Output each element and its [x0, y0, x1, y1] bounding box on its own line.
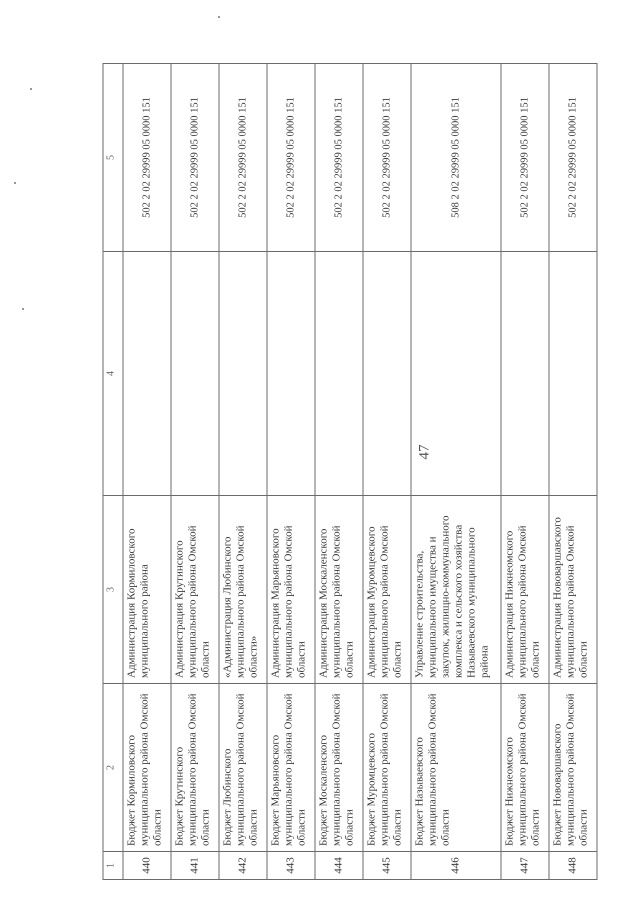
column-4-cell: [501, 252, 549, 496]
budget-code: 502 2 02 29999 05 0000 151: [171, 64, 219, 252]
budget-code: 502 2 02 29999 05 0000 151: [501, 64, 549, 252]
column-4-cell: [123, 252, 171, 496]
scan-speck: [22, 308, 24, 310]
budget-code: 502 2 02 29999 05 0000 151: [219, 64, 267, 252]
budget-name: Бюджет Любинского муниципального района Омской области: [219, 684, 267, 852]
administrator-name: Администрация Москаленского муниципального района Омской области: [315, 496, 363, 684]
row-number: 445: [363, 852, 411, 880]
column-4-cell: [315, 252, 363, 496]
table-row: [315, 64, 363, 880]
table-row: [267, 64, 315, 880]
row-number: 448: [549, 852, 597, 880]
column-header-3: 3: [103, 496, 123, 684]
column-header-2: 2: [103, 684, 123, 852]
column-header-1: 1: [103, 852, 123, 880]
row-number: 444: [315, 852, 363, 880]
administrator-name: «Администрация Любинского муниципального района Омской области»: [219, 496, 267, 684]
column-header-4: 4: [103, 252, 123, 496]
scan-speck: [14, 182, 16, 184]
column-4-cell: [267, 252, 315, 496]
administrator-name: Администрация Нижнеомского муниципального района Омской области: [501, 496, 549, 684]
budget-code: 508 2 02 29999 05 0000 151: [411, 64, 501, 252]
table-row: [219, 64, 267, 880]
administrator-name: Администрация Крутинского муниципального района Омской области: [171, 496, 219, 684]
table-row: [411, 64, 501, 880]
row-number: 446: [411, 852, 501, 880]
budget-name: Бюджет Называевского муниципального района Омской области: [411, 684, 501, 852]
budget-name: Бюджет Нижнеомского муниципального района Омской области: [501, 684, 549, 852]
budget-name: Бюджет Муромцевского муниципального района Омской области: [363, 684, 411, 852]
scan-speck: [30, 88, 32, 90]
administrator-name: Администрация Муромцевского муниципального района Омской области: [363, 496, 411, 684]
row-number: 443: [267, 852, 315, 880]
column-4-cell: [363, 252, 411, 496]
row-number: 442: [219, 852, 267, 880]
column-4-cell: [219, 252, 267, 496]
row-number: 441: [171, 852, 219, 880]
budget-table: [103, 63, 598, 880]
column-4-cell: [171, 252, 219, 496]
budget-name: Бюджет Нововаршавского муниципального района Омской области: [549, 684, 597, 852]
budget-table-rotated: [103, 64, 598, 880]
page-number: 47: [416, 444, 433, 460]
budget-code: 502 2 02 29999 05 0000 151: [315, 64, 363, 252]
row-number: 440: [123, 852, 171, 880]
budget-name: Бюджет Марьяновского муниципального района Омской области: [267, 684, 315, 852]
administrator-name: Администрация Кормиловского муниципального района: [123, 496, 171, 684]
budget-name: Бюджет Кормиловского муниципального района Омской области: [123, 684, 171, 852]
row-number: 447: [501, 852, 549, 880]
column-header-5: 5: [103, 64, 123, 252]
administrator-name: Управление строительства, муниципального имущества и закупок, жилищно-коммунального комплекса и сельского хозяйства Называевского муниципального района: [411, 496, 501, 684]
administrator-name: Администрация Нововаршавского муниципального района Омской области: [549, 496, 597, 684]
table-row: [171, 64, 219, 880]
column-4-cell: [549, 252, 597, 496]
budget-name: Бюджет Москаленского муниципального района Омской области: [315, 684, 363, 852]
budget-code: 502 2 02 29999 05 0000 151: [267, 64, 315, 252]
table-header-row: [103, 64, 123, 880]
column-4-cell: [411, 252, 501, 496]
budget-code: 502 2 02 29999 05 0000 151: [123, 64, 171, 252]
table-row: [501, 64, 549, 880]
budget-name: Бюджет Крутинского муниципального района Омской области: [171, 684, 219, 852]
scan-speck: [218, 16, 220, 18]
table-row: [363, 64, 411, 880]
budget-code: 502 2 02 29999 05 0000 151: [549, 64, 597, 252]
administrator-name: Администрация Марьяновского муниципального района Омской области: [267, 496, 315, 684]
table-row: [123, 64, 171, 880]
budget-code: 502 2 02 29999 05 0000 151: [363, 64, 411, 252]
table-row: [549, 64, 597, 880]
